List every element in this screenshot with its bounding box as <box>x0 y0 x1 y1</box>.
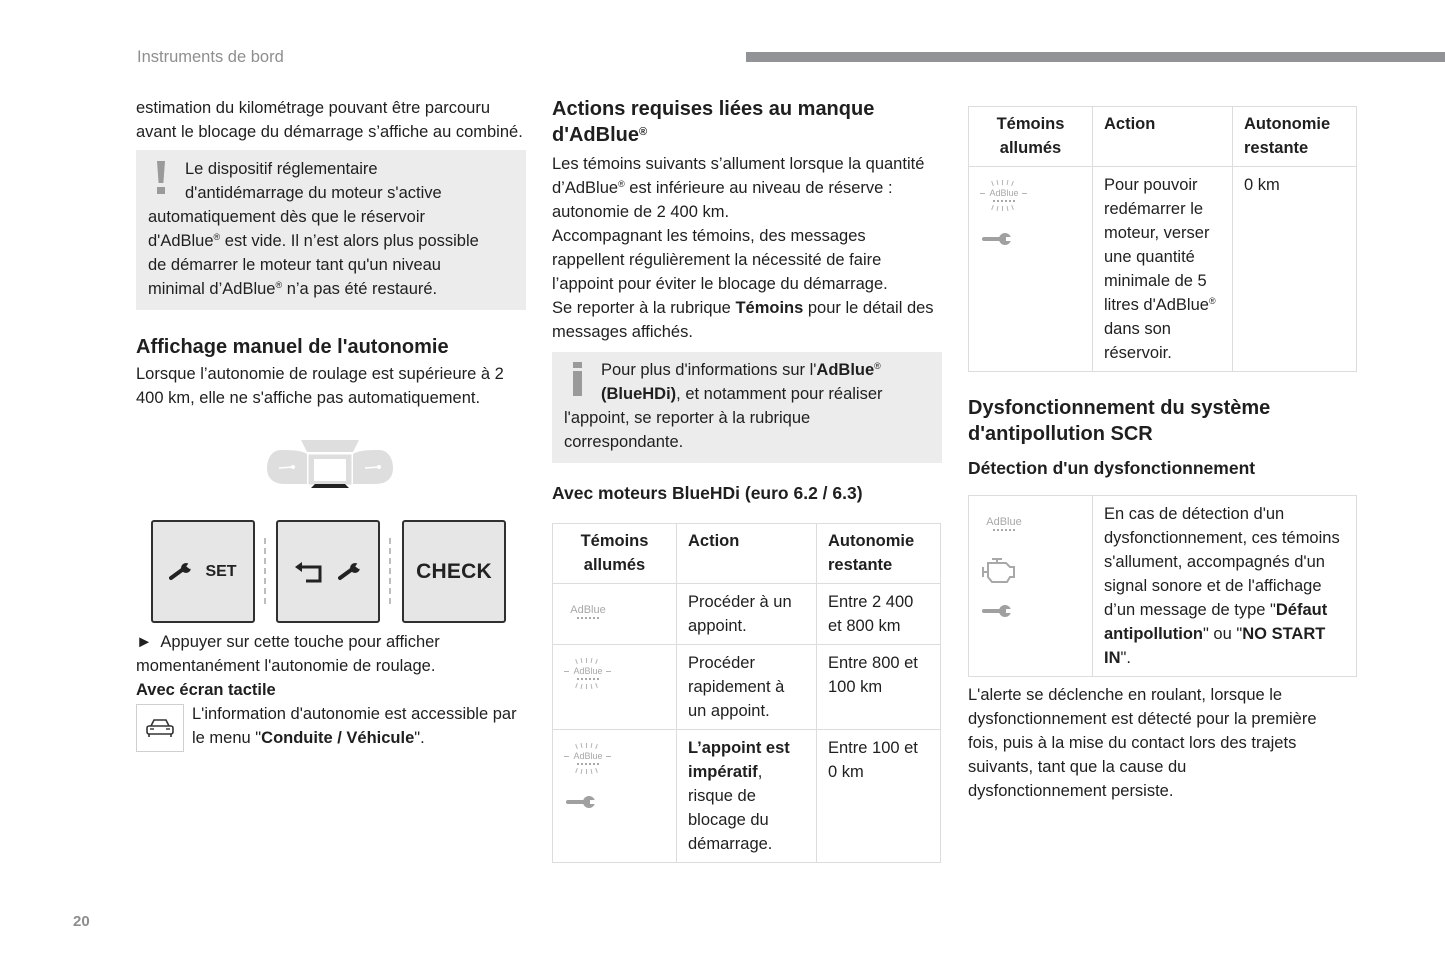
text: AdBlue <box>573 751 603 761</box>
registered-mark: ® <box>618 179 625 189</box>
check-label: CHECK <box>416 559 492 583</box>
ray-mark <box>591 658 593 663</box>
registered-mark: ® <box>638 126 648 138</box>
text: ". <box>414 729 425 747</box>
table-row <box>553 730 941 863</box>
info-box <box>552 352 942 463</box>
menu-path: Conduite / Véhicule <box>261 729 415 747</box>
manual-range-paragraph: Lorsque l’autonomie de roulage est supérieure à 2 400 km, elle ne s'affiche pas automatiquement. <box>136 365 504 407</box>
range-cell: Entre 800 et 100 km <box>817 645 941 730</box>
ray-mark <box>586 769 587 774</box>
adblue-flashing-icon <box>980 181 1028 211</box>
range-cell: Entre 100 et 0 km <box>817 730 941 863</box>
table-row <box>553 584 941 645</box>
return-arrow-icon <box>292 561 324 583</box>
adblue-paragraph-3 <box>552 296 942 344</box>
ray-mark <box>581 743 583 748</box>
text: " ou " <box>1202 625 1243 643</box>
table-row <box>553 645 941 730</box>
text: Se reporter à la rubrique <box>552 299 736 317</box>
engine-icon <box>980 557 1020 585</box>
ray-mark <box>997 206 999 211</box>
wrench-icon <box>980 232 1014 246</box>
link-temoins: Témoins <box>735 299 804 317</box>
ray-mark <box>591 769 593 774</box>
intro-paragraph: estimation du kilométrage pouvant être parcouru avant le blocage du démarrage s’affiche au combiné. <box>136 99 523 141</box>
zero-range-table <box>968 106 1357 372</box>
table-header-row <box>969 107 1357 167</box>
text: d'AdBlue <box>148 232 214 250</box>
header-section-title: Instruments de bord <box>137 48 284 66</box>
table-header-row <box>553 524 941 584</box>
warning-line: de démarrer le moteur tant qu'un niveau <box>148 256 441 274</box>
text: est inférieure au niveau de réserve : autonomie de 2 400 km. <box>552 179 893 221</box>
registered-mark: ® <box>275 280 283 290</box>
header-bar <box>746 52 1445 62</box>
back-wrench-button[interactable] <box>276 520 380 623</box>
closing-paragraph: L'alerte se déclenche en roulant, lorsque le dysfonctionnement est détecté pour la première fois, puis à la mise du contact lors des trajets suivants, tant que la cause du dysfonctionnement persiste. <box>968 686 1317 800</box>
ray-mark <box>591 743 593 748</box>
text: L’appoint est impératif <box>688 739 790 781</box>
header-range: Autonomie restante <box>817 524 941 584</box>
column-1 <box>136 96 526 750</box>
car-icon <box>136 704 184 752</box>
ray-mark <box>595 768 598 773</box>
adblue-paragraph-2: Accompagnant les témoins, des messages rappellent régulièrement la nécessité de faire l’appoint pour éviter le blocage du démarrage. <box>552 227 888 293</box>
wrench-icon <box>338 563 364 581</box>
adblue-icon <box>564 598 612 628</box>
wrench-icon <box>980 604 1014 618</box>
action-cell <box>1093 167 1233 372</box>
header-warning-lights: Témoins allumés <box>969 107 1093 167</box>
action-cell <box>677 730 817 863</box>
text: dans son réservoir. <box>1104 320 1172 362</box>
adblue-term: AdBlue <box>816 361 875 379</box>
check-button[interactable] <box>402 520 506 623</box>
detection-text-cell <box>1093 496 1357 677</box>
ray-mark <box>564 671 569 672</box>
message-defaut-antipollution: Défaut antipollution <box>1104 601 1328 643</box>
ray-mark <box>991 181 994 186</box>
registered-mark: ® <box>213 232 221 242</box>
ray-mark <box>581 658 583 663</box>
detection-subheading: Détection d'un dysfonctionnement <box>968 458 1256 478</box>
ray-mark <box>586 658 587 663</box>
instrument-panel-illustration <box>136 434 526 614</box>
adblue-flashing-icon <box>564 659 612 689</box>
text: , et notamment pour réaliser l'appoint, se reporter à la rubrique correspondante. <box>564 385 883 451</box>
adblue-paragraph-1 <box>552 152 942 224</box>
touch-screen-text <box>192 702 526 750</box>
text: L'information d'autonomie est accessible par le menu " <box>192 705 517 747</box>
warning-box <box>136 150 526 310</box>
key-separator <box>389 538 391 604</box>
message-no-start-in: NO START IN <box>1104 625 1326 667</box>
header-range: Autonomie restante <box>1233 107 1357 167</box>
table-row <box>969 167 1357 372</box>
ray-mark <box>575 659 578 664</box>
bullet-arrow-icon: ► <box>136 633 153 651</box>
ray-mark <box>581 769 583 774</box>
column-2 <box>552 96 942 863</box>
ray-mark <box>595 683 598 688</box>
text: , risque de blocage du démarrage. <box>688 763 773 853</box>
column-3 <box>968 106 1358 803</box>
text: pour le détail des messages affichés. <box>552 299 934 341</box>
ray-mark <box>564 756 569 757</box>
ray-mark <box>606 756 611 757</box>
registered-mark: ® <box>1208 296 1216 306</box>
section-heading-scr: Dysfonctionnement du système d'antipollution SCR <box>968 397 1271 445</box>
ray-mark <box>1007 180 1009 185</box>
ray-mark <box>595 744 598 749</box>
text: Pour plus d'informations sur l' <box>601 361 817 379</box>
action-cell: Procéder à un appoint. <box>677 584 817 645</box>
ray-mark <box>595 659 598 664</box>
text: En cas de détection d'un dysfonctionnement, ces témoins s'allument, accompagnés d'un signal sonore et de l'affichage d’un message de type " <box>1104 505 1340 619</box>
text: AdBlue <box>573 666 603 676</box>
text: minimal d’AdBlue <box>148 280 276 298</box>
ray-mark <box>980 193 985 194</box>
adblue-warnings-table <box>552 523 941 863</box>
set-button[interactable] <box>151 520 255 623</box>
range-cell: 0 km <box>1233 167 1357 372</box>
ray-mark <box>586 684 587 689</box>
header-action: Action <box>677 524 817 584</box>
header-warning-lights: Témoins allumés <box>553 524 677 584</box>
text: ". <box>1120 649 1131 667</box>
adblue-icon <box>980 510 1028 540</box>
text: n’a pas été restauré. <box>282 280 438 298</box>
page-number: 20 <box>73 913 90 930</box>
info-icon <box>564 358 598 394</box>
adblue-flashing-icon <box>564 744 612 774</box>
registered-mark: ® <box>874 361 881 371</box>
key-separator <box>264 538 266 604</box>
action-cell: Procéder rapidement à un appoint. <box>677 645 817 730</box>
touch-screen-info <box>136 702 526 750</box>
warning-line: automatiquement dès que le réservoir <box>148 208 425 226</box>
table-row <box>969 496 1357 677</box>
text: Actions requises liées au manque d'AdBlue <box>552 98 875 146</box>
section-heading-adblue-actions <box>552 96 922 148</box>
ray-mark <box>1007 206 1009 211</box>
text: AdBlue <box>989 188 1019 198</box>
warning-line <box>148 277 514 301</box>
ray-mark <box>575 744 578 749</box>
press-instruction <box>136 630 526 678</box>
warning-line: d'antidémarrage du moteur s'active <box>185 184 442 202</box>
bluehdi-subheading: Avec moteurs BlueHDi (euro 6.2 / 6.3) <box>552 483 863 503</box>
ray-mark <box>606 671 611 672</box>
ray-mark <box>1011 205 1014 210</box>
text: AdBlue <box>986 516 1022 528</box>
header-action: Action <box>1093 107 1233 167</box>
ray-mark <box>1022 193 1027 194</box>
ray-mark <box>1011 181 1014 186</box>
ray-mark <box>997 180 999 185</box>
text: est vide. Il n’est alors plus possible <box>220 232 479 250</box>
text: AdBlue <box>570 604 606 616</box>
bluehdi-term: (BlueHDi) <box>601 385 677 403</box>
ray-mark <box>575 768 578 773</box>
touch-screen-heading: Avec écran tactile <box>136 681 276 699</box>
ray-mark <box>581 684 583 689</box>
wrench-icon <box>169 563 195 581</box>
set-label: SET <box>205 562 237 580</box>
section-heading-manual-range: Affichage manuel de l'autonomie <box>136 336 449 358</box>
text: Pour pouvoir redémarrer le moteur, verser une quantité minimale de 5 litres d'AdBlue <box>1104 176 1210 314</box>
warning-line <box>148 229 514 253</box>
wrench-icon <box>564 795 598 809</box>
detection-table <box>968 495 1357 677</box>
ray-mark <box>1002 206 1003 211</box>
ray-mark <box>991 205 994 210</box>
exclamation-icon <box>148 157 182 197</box>
text: Appuyer sur cette touche pour afficher momentanément l'autonomie de roulage. <box>136 633 440 675</box>
ray-mark <box>591 684 593 689</box>
range-cell: Entre 2 400 et 800 km <box>817 584 941 645</box>
text: Les témoins suivants s’allument lorsque la quantité d’AdBlue <box>552 155 925 197</box>
ray-mark <box>575 683 578 688</box>
warning-line: Le dispositif réglementaire <box>185 160 378 178</box>
ray-mark <box>586 743 587 748</box>
instrument-cluster-icon <box>267 438 393 490</box>
ray-mark <box>1002 180 1003 185</box>
